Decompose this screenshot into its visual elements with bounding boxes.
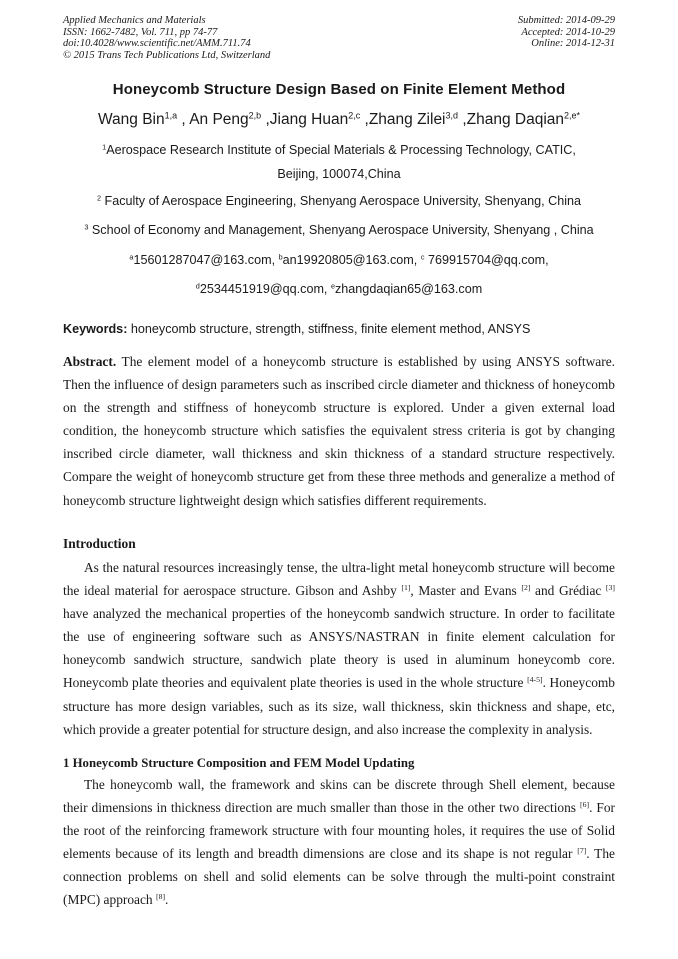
citation-ref[interactable]: [7] (577, 846, 587, 856)
email-address[interactable]: zhangdaqian65@163.com (335, 282, 483, 296)
accepted-date: Accepted: 2014-10-29 (521, 26, 615, 38)
abstract (63, 350, 615, 512)
journal-issn: ISSN: 1662-7482, Vol. 711, pp 74-77 (63, 26, 218, 38)
keywords (63, 322, 615, 336)
author-name: Wang Bin (97, 111, 165, 128)
author-affil-sup: 3,d (445, 110, 459, 121)
affiliation-3 (0, 223, 678, 237)
email-line-2 (0, 282, 678, 296)
email-address[interactable]: an19920805@163.com, (282, 253, 418, 267)
citation-ref[interactable]: [4-5] (527, 675, 543, 685)
affiliation-sup: 1 (102, 142, 107, 152)
author-name: Jiang Huan (269, 111, 349, 128)
email-line-1 (0, 253, 678, 267)
email-sup: b (278, 252, 283, 262)
journal-header-right (518, 15, 615, 50)
affiliation-text: Aerospace Research Institute of Special Materials & Processing Technology, CATIC, (106, 143, 576, 157)
email-sup: d (195, 281, 200, 291)
section-text: The honeycomb wall, the framework and skins can be discrete through Shell element, because their dimensions in thickness direction are much smaller than those in the other two directions (63, 777, 615, 816)
citation-ref[interactable]: [3] (605, 583, 615, 593)
paper-title: Honeycomb Structure Design Based on Finite Element Method (112, 81, 566, 98)
section-text: . The connection problems on shell and solid elements can be solve through the multi-point constraint (MPC) approach (63, 846, 615, 908)
affiliation-text: School of Economy and Management, Shenyang Aerospace University, Shenyang , China (91, 223, 594, 237)
intro-text: and Grédiac (535, 583, 602, 599)
abstract-label: Abstract. (63, 354, 117, 369)
author-name: Zhang Daqian (466, 111, 565, 128)
author-affil-sup: 2,b (248, 110, 262, 121)
affiliation-1-line-1 (0, 143, 678, 157)
section-1-body (63, 773, 615, 912)
intro-text: , Master and Evans (410, 583, 517, 599)
citation-ref[interactable]: [2] (521, 583, 531, 593)
online-date: Online: 2014-12-31 (531, 38, 615, 50)
submitted-date: Submitted: 2014-09-29 (517, 15, 615, 26)
citation-ref[interactable]: [8] (155, 892, 166, 902)
email-sup: c (420, 252, 425, 262)
affiliation-2 (0, 194, 678, 208)
author-affil-sup: 2,e* (564, 110, 581, 121)
journal-name: Applied Mechanics and Materials (63, 15, 206, 26)
introduction-body (63, 556, 615, 741)
affiliation-text: Faculty of Aerospace Engineering, Shenyang Aerospace University, Shenyang, China (104, 194, 582, 208)
email-address[interactable]: 769915704@qq.com, (427, 253, 549, 267)
email-address[interactable]: 2534451919@qq.com, (199, 282, 328, 296)
affiliation-1-line-2: Beijing, 100074,China (277, 167, 401, 181)
section-1-heading: 1 Honeycomb Structure Composition and FEM Model Updating (63, 756, 415, 770)
email-sup: e (330, 281, 335, 291)
abstract-text: The element model of a honeycomb structure is established by using ANSYS software. Then the influence of design parameters such as inscribed circle diameter and thickness of honeycomb on the strength and stiffness of honeycomb structure is explored. Under a given external load condition, the honeycomb structure which satisfies the equivalent stress criteria is got by changing inscribed circle diameter, wall thickness and skin thickness of a standard structure respectively. Compare the weight of honeycomb structure get from these three methods and generalize a method of honeycomb structure lightweight design which satisfies different requirements. (63, 354, 616, 508)
author-list: Wang Bin$^{1,a}$ , An Peng$^{2,b}$ ,Jiang Huan$^{2,c}$ ,Zhang Zilei$^{3,d}$ ,Zhang Daqian$^{2,e*}$ (97, 110, 581, 128)
journal-copyright: © 2015 Trans Tech Publications Ltd, Switzerland (63, 49, 271, 61)
citation-ref[interactable]: [6] (580, 800, 590, 810)
introduction-heading: Introduction (63, 536, 136, 551)
email-sup: a (129, 252, 134, 262)
author-affil-sup: 1,a (164, 110, 178, 121)
citation-ref[interactable]: [1] (401, 583, 411, 593)
affiliation-sup: 2 (96, 193, 102, 203)
journal-header-left (63, 15, 270, 61)
journal-doi[interactable]: doi:10.4028/www.scientific.net/AMM.711.74 (63, 38, 251, 50)
keywords-text: honeycomb structure, strength, stiffness, finite element method, ANSYS (130, 322, 531, 336)
email-address[interactable]: 15601287047@163.com, (133, 253, 276, 267)
section-text: . (165, 892, 169, 908)
keywords-label: Keywords: (63, 322, 128, 336)
author-name: An Peng (189, 111, 249, 128)
intro-text: . Honeycomb structure has more design variables, such as its size, wall thickness, skin thickness and shape, etc, which provide a greater potential for structure design, and also increase the complexity in analysis. (63, 675, 615, 737)
intro-text: have analyzed the mechanical properties of the honeycomb sandwich structure. In order to facilitate the use of engineering software such as ANSYS/NASTRAN in finite element calculation for honeycomb sandwich structure, sandwich plate theory is used in aluminum honeycomb core. Honeycomb plate theories and equivalent plate theories is used in the whole structure (63, 606, 615, 691)
section-text: . For the root of the reinforcing framework structure with four mounting holes, it requires the use of Solid elements because of its length and breadth dimensions are close and its shape is not regular (63, 800, 615, 862)
author-affil-sup: 2,c (348, 110, 361, 121)
intro-text: As the natural resources increasingly tense, the ultra-light metal honeycomb structure will become the ideal material for aerospace structure. Gibson and Ashby (63, 560, 615, 599)
author-name: Zhang Zilei (368, 111, 446, 128)
affiliation-sup: 3 (84, 222, 89, 232)
